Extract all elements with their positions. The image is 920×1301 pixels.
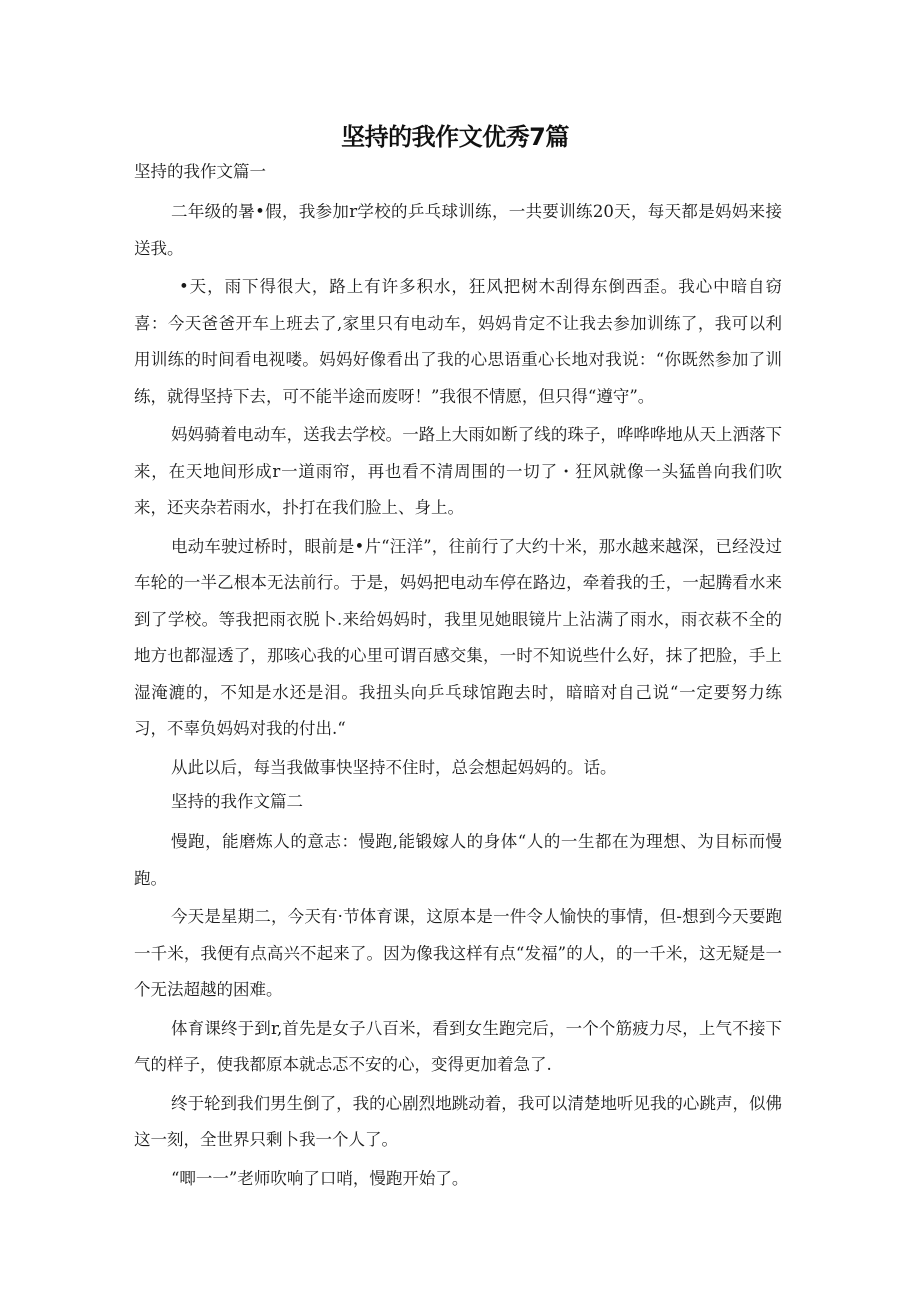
paragraph: 妈妈骑着电动车，送我去学校。一路上大雨如断了线的珠子，哗哗哗地从天上洒落下来，在天地间形成r一道雨帘，再也看不清周围的一切了・狂风就像一头猛兽向我们吹来，还夹杂若雨水，扑打在我们脸上、身上。 — [134, 425, 782, 517]
section-heading: 坚持的我作文篇一 — [134, 162, 266, 181]
paragraph: 终于轮到我们男生倒了，我的心剧烈地跳动着，我可以清楚地听见我的心跳声，似佛这一刻，全世界只剩卜我一个人了。 — [134, 1093, 782, 1149]
paragraph: •天，雨下得很大，路上有许多积水，狂风把树木刮得东倒西歪。我心中暗自窃喜：今天爸爸开车上班去了,家里只有电动车，妈妈肯定不让我去参加训练了，我可以利用训练的时间看电视喽。妈妈好像看出了我的心思语重心长地对我说：“你既然参加了训练，就得坚持下去，可不能半途而废呀！”我很不情愿，但只得“遵守”。 — [134, 277, 782, 406]
document-title: 坚持的我作文优秀7篇 — [341, 123, 569, 151]
paragraph: 体育课终于到r,首先是女子八百米，看到女生跑完后，一个个筋疲力尽，上气不接下气的样子，使我都原本就忐忑不安的心，变得更加着急了. — [134, 1018, 782, 1074]
paragraph: 今天是星期二，今天有·节体育课，这原本是一件令人愉快的事情，但-想到今天要跑一千米，我便有点高兴不起来了。因为像我这样有点“发福”的人，的一千米，这无疑是一个无法超越的困难。 — [134, 907, 782, 999]
paragraph: 电动车驶过桥时，眼前是•片“汪洋”，往前行了大约十米，那水越来越深，已经没过车轮的一半乙根本无法前行。于是，妈妈把电动车停在路边，牵着我的壬，一起腾看水来到了学校。等我把雨衣脱卜.来给妈妈时，我里见她眼镜片上沾满了雨水，雨衣萩不全的地方也都湿透了，那咳心我的心里可谓百感交集，一时不知说些什么好，抹了把脸，手上湿淹漉的，不知是水还是泪。我扭头向乒乓球馆跑去时，暗暗对自己说“一定要努力练习，不辜负妈妈对我的付出.“ — [134, 536, 782, 738]
paragraph: 二年级的暑•假，我参加r学校的乒乓球训练，一共要训练20天，每天都是妈妈来接送我。 — [134, 202, 782, 258]
paragraph: 慢跑，能磨炼人的意志：慢跑,能锻嫁人的身体“人的一生都在为理想、为目标而慢跑。 — [134, 832, 782, 888]
paragraph: 从此以后，每当我做事快坚持不住时，总会想起妈妈的。话。 — [171, 757, 617, 777]
document-body — [134, 160, 782, 1199]
paragraph: “唧一一”老师吹响了口哨，慢跑开始了。 — [171, 1168, 469, 1188]
section-heading: 坚持的我作文篇二 — [171, 792, 303, 811]
